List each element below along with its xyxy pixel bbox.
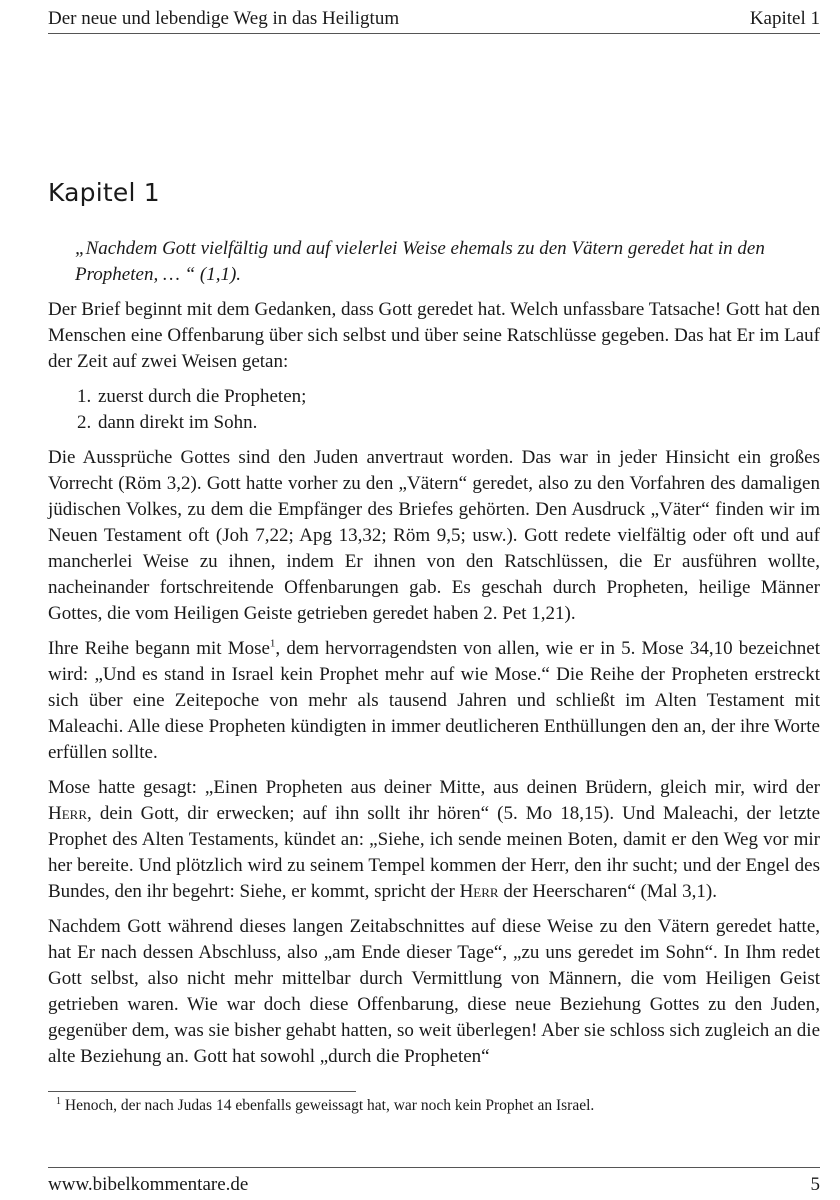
footnote-divider: [48, 1091, 356, 1092]
page-number: 5: [810, 1174, 820, 1195]
text-segment: , dein Gott, dir erwecken; auf ihn sollt ihr hören“ (5. Mo 18,15). Und Maleachi, der letzte Prophet des Alten Testaments, kündet an: „Siehe, ich sende meinen Boten, damit er den Weg vor mir her bereite. Und plötzlich wird zu seinem Tempel kommen der Herr, den ihr sucht; und der Engel des Bundes, den ihr begehrt: Siehe, er kommt, spricht der: [48, 803, 820, 902]
list-item: 2. dann direkt im Sohn.: [96, 410, 820, 436]
paragraph-4: [48, 775, 820, 905]
footnote-reference[interactable]: 1: [269, 637, 276, 650]
footnote-text: Henoch, der nach Judas 14 ebenfalls geweissagt hat, war noch kein Prophet an Israel.: [61, 1097, 595, 1114]
paragraph-1: Der Brief beginnt mit dem Gedanken, dass Gott geredet hat. Welch unfassbare Tatsache! Gott hat den Menschen eine Offenbarung über sich selbst und über seine Ratschlüsse gegeben. Das hat Er im Lauf der Zeit auf zwei Weisen getan:: [48, 299, 820, 372]
numbered-list: [48, 384, 820, 436]
small-caps-herr: Herr: [48, 803, 88, 824]
footnote-number: 1: [56, 1095, 61, 1107]
footnote: [56, 1096, 594, 1116]
text-segment: der Heerscharen“ (Mal 3,1).: [498, 881, 717, 902]
main-content: [48, 236, 820, 1079]
text-segment: Mose hatte gesagt: „Einen Propheten aus deiner Mitte, aus deinen Brüdern, gleich mir, wird der: [48, 777, 820, 798]
paragraph-2: Die Aussprüche Gottes sind den Juden anvertraut worden. Das war in jeder Hinsicht ein großes Vorrecht (Röm 3,2). Gott hatte vorher zu den „Vätern“ geredet, also zu den Vorfahren des damaligen jüdischen Volkes, zu dem die Empfänger des Briefes gehörten. Den Ausdruck „Väter“ finden wir im Neuen Testament oft (Joh 7,22; Apg 13,32; Röm 9,5; usw.). Gott redete vielfältig oder oft und auf mancherlei Weise zu ihnen, indem Er ihnen von den Ratschlüssen, die Er ausführen wollte, nacheinander fortschreitende Offenbarungen gab. Es geschah durch Propheten, heilige Männer Gottes, die vom Heiligen Geiste getrieben geredet haben 2. Pet 1,21).: [48, 447, 820, 624]
header-chapter: Kapitel 1: [749, 8, 820, 29]
running-header: [48, 4, 820, 34]
website-link[interactable]: www.bibelkommentare.de: [48, 1174, 249, 1195]
paragraph-3: [48, 636, 820, 766]
list-item: 1. zuerst durch die Propheten;: [96, 384, 820, 410]
page-footer: [48, 1167, 820, 1196]
small-caps-herr: Herr: [459, 881, 499, 902]
book-title: Der neue und lebendige Weg in das Heiligtum: [48, 8, 400, 29]
text-segment: , dem hervorragendsten von allen, wie er in 5. Mose 34,10 bezeichnet wird: „Und es stand in Israel kein Prophet mehr auf wie Mose.“ Die Reihe der Propheten erstreckt sich über eine Zeitepoche von mehr als tausend Jahren und schließt im Alten Testament mit Maleachi. Alle diese Propheten kündigten in immer deutlicheren Enthüllungen den an, der ihre Worte erfüllen sollte.: [48, 638, 820, 763]
epigraph-quote: „Nachdem Gott vielfältig und auf vielerlei Weise ehemals zu den Vätern geredet hat in den Propheten, … “ (1,1).: [75, 238, 765, 285]
chapter-title: Kapitel 1: [48, 178, 160, 207]
text-segment: Ihre Reihe begann mit Mose: [48, 638, 270, 659]
paragraph-5: Nachdem Gott während dieses langen Zeitabschnittes auf diese Weise zu den Vätern geredet hatte, hat Er nach dessen Abschluss, also „am Ende dieser Tage“, „zu uns geredet im Sohn“. In Ihm redet Gott selbst, also nicht mehr mittelbar durch Vermittlung von Männern, die vom Heiligen Geist getrieben waren. Wie war doch diese Offenbarung, diese neue Beziehung Gottes zu den Juden, gegenüber dem, was sie bisher gehabt hatten, so weit überlegen! Aber sie schloss sich zugleich an die alte Beziehung an. Gott hat sowohl „durch die Propheten“: [48, 916, 820, 1067]
